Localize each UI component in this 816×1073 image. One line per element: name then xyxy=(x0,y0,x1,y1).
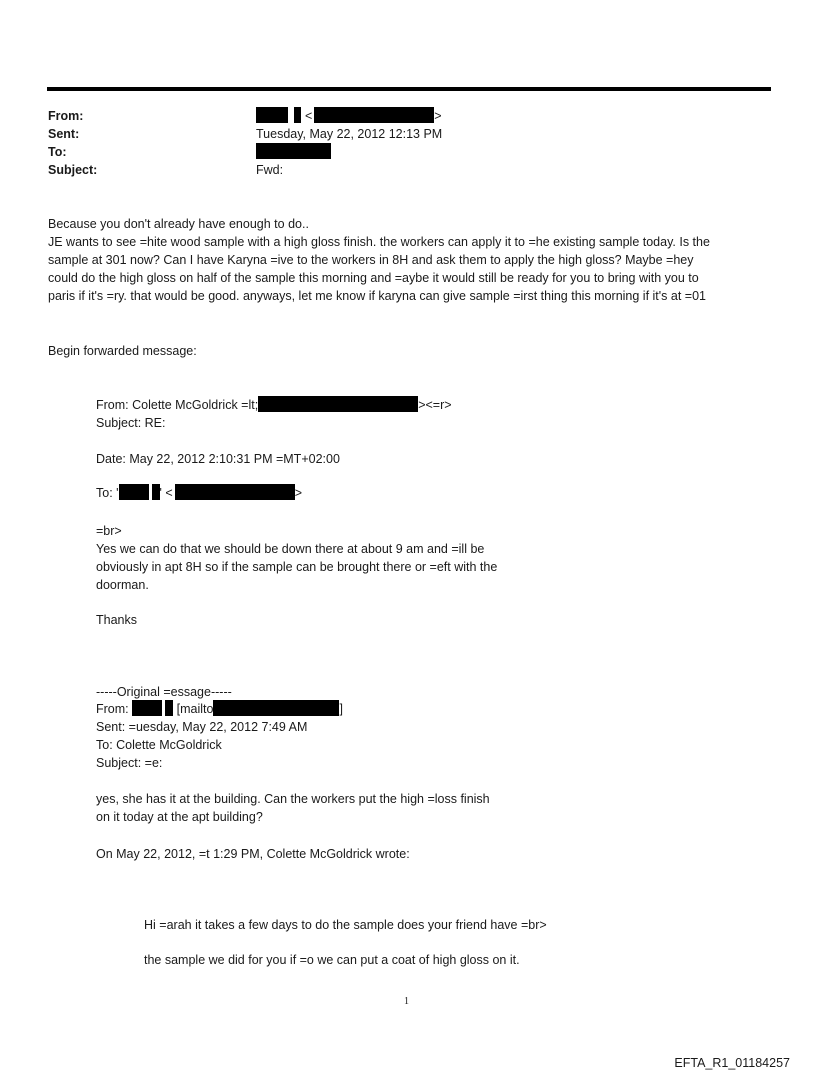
redaction-box xyxy=(152,484,160,500)
forward-to-prefix: To: ' xyxy=(96,486,119,500)
forward-from-prefix: From: Colette McGoldrick =lt; xyxy=(96,398,259,412)
sent-value: Tuesday, May 22, 2012 12:13 PM xyxy=(256,127,443,141)
forward-subject: Subject: RE: xyxy=(96,416,166,430)
redaction-box xyxy=(258,396,418,412)
from-value xyxy=(256,107,442,125)
bates-number: EFTA_R1_01184257 xyxy=(674,1056,790,1070)
forward-to-mid: ' < xyxy=(159,486,173,500)
redaction-box xyxy=(119,484,149,500)
forward-reply-line: Yes we can do that we should be down there at about 9 am and =ill be xyxy=(96,542,485,556)
forward-thanks: Thanks xyxy=(96,613,137,627)
redaction-box xyxy=(175,484,295,500)
original-mailto-end: ] xyxy=(339,702,343,716)
original-from xyxy=(96,700,343,718)
forward-reply-line: doorman. xyxy=(96,578,149,592)
original-from-prefix: From: xyxy=(96,702,129,716)
forward-date: Date: May 22, 2012 2:10:31 PM =MT+02:00 xyxy=(96,452,340,466)
original-message-line: yes, she has it at the building. Can the workers put the high =loss finish xyxy=(96,792,490,806)
original-marker: -----Original =essage----- xyxy=(96,685,232,699)
subject-value: Fwd: xyxy=(256,163,284,177)
body-line: could do the high gloss on half of the sample this morning and =aybe it would still be ready for you to bring with you to xyxy=(48,271,699,285)
to-label: To: xyxy=(48,145,67,159)
original-mailto: [mailto xyxy=(176,702,214,716)
redaction-box xyxy=(314,107,434,123)
redaction-box xyxy=(256,143,331,159)
page-number: 1 xyxy=(404,996,409,1007)
redaction-box xyxy=(294,107,301,123)
quoted-line: Hi =arah it takes a few days to do the sample does your friend have =br> xyxy=(144,918,547,932)
redaction-box xyxy=(213,700,339,716)
forward-intro: Begin forwarded message: xyxy=(48,344,197,358)
subject-label: Subject: xyxy=(48,163,98,177)
from-label: From: xyxy=(48,109,84,123)
header-divider xyxy=(47,87,771,91)
forward-to-suffix: > xyxy=(294,486,303,500)
forward-from-suffix: ><=r> xyxy=(418,398,452,412)
original-subject: Subject: =e: xyxy=(96,756,163,770)
body-line: sample at 301 now? Can I have Karyna =ive to the workers in 8H and ask them to apply the high gloss? Maybe =hey xyxy=(48,253,694,267)
sent-label: Sent: xyxy=(48,127,80,141)
forward-to xyxy=(96,484,302,502)
body-line: paris if it's =ry. that would be good. anyways, let me know if karyna can give sample =irst thing this morning if it's at =01 xyxy=(48,289,706,303)
redaction-box xyxy=(165,700,173,716)
redaction-box xyxy=(132,700,162,716)
to-value xyxy=(256,143,331,161)
from-gt: > xyxy=(434,109,442,123)
body-line: JE wants to see =hite wood sample with a high gloss finish. the workers can apply it to =he existing sample today. Is the xyxy=(48,235,710,249)
forward-br: =br> xyxy=(96,524,122,538)
original-message-line: on it today at the apt building? xyxy=(96,810,263,824)
original-attribution: On May 22, 2012, =t 1:29 PM, Colette McGoldrick wrote: xyxy=(96,847,410,861)
forward-reply-line: obviously in apt 8H so if the sample can be brought there or =eft with the xyxy=(96,560,498,574)
from-lt: < xyxy=(304,109,313,123)
redaction-box xyxy=(256,107,288,123)
original-to: To: Colette McGoldrick xyxy=(96,738,222,752)
body-line: Because you don't already have enough to do.. xyxy=(48,217,309,231)
quoted-line: the sample we did for you if =o we can put a coat of high gloss on it. xyxy=(144,953,520,967)
forward-from xyxy=(96,396,452,414)
original-sent: Sent: =uesday, May 22, 2012 7:49 AM xyxy=(96,720,308,734)
